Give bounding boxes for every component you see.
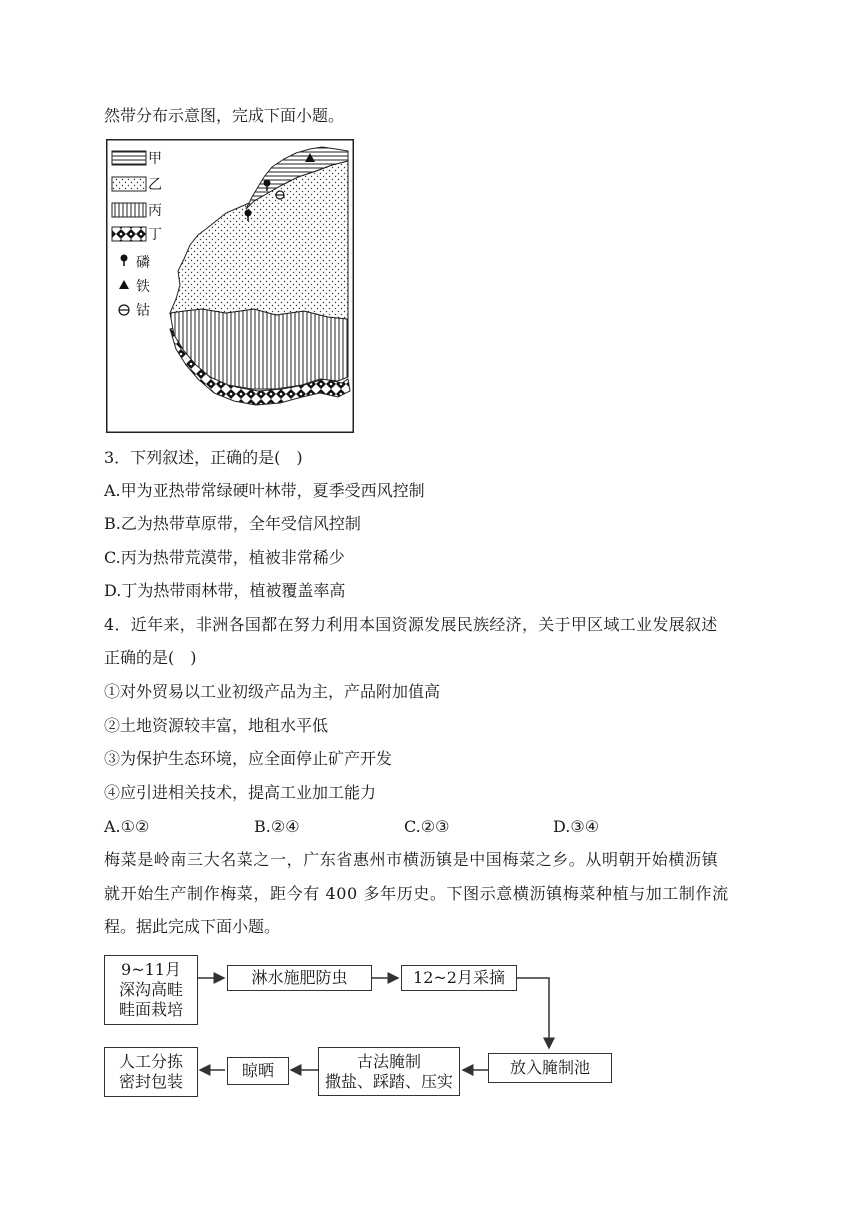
flow-step-sorting-line1: 人工分拣 bbox=[118, 1052, 183, 1071]
q3-option-a: A.甲为亚热带常绿硬叶林带，夏季受西风控制 bbox=[104, 481, 425, 500]
q4-option-d: D.③④ bbox=[553, 817, 600, 836]
passage-line-1: 梅菜是岭南三大名菜之一，广东省惠州市横沥镇是中国梅菜之乡。从明朝开始横沥镇 bbox=[104, 850, 719, 869]
passage-line-2: 就开始生产制作梅菜，距今有 400 多年历史。下图示意横沥镇梅菜种植与加工制作流 bbox=[104, 884, 729, 903]
q4-item-2: ②土地资源较丰富，地租水平低 bbox=[104, 716, 329, 735]
q4-item-3: ③为保护生态环境，应全面停止矿产开发 bbox=[104, 749, 393, 768]
flow-step-pickling-line2: 撒盐、踩踏、压实 bbox=[324, 1071, 453, 1091]
flow-step-sorting-line2: 密封包装 bbox=[118, 1072, 183, 1091]
q3-stem: 3．下列叙述，正确的是( ) bbox=[104, 448, 303, 467]
flow-step-pickling-pool: 放入腌制池 bbox=[488, 1053, 612, 1083]
q3-option-d: D.丁为热带雨林带，植被覆盖率高 bbox=[104, 581, 346, 600]
intro-text: 然带分布示意图，完成下面小题。 bbox=[104, 106, 345, 125]
q4-option-a: A.①② bbox=[104, 817, 150, 836]
cobalt-symbol bbox=[276, 191, 284, 199]
legend-label-yi: 乙 bbox=[148, 177, 162, 193]
legend-label-iron: 铁 bbox=[136, 279, 150, 295]
passage-line-3: 程。据此完成下面小题。 bbox=[104, 917, 281, 936]
flow-step-pickling-line1: 古法腌制 bbox=[356, 1051, 421, 1071]
flow-step-planting-line2: 深沟高畦 bbox=[118, 980, 183, 999]
flow-step-sorting-packing bbox=[104, 1047, 198, 1097]
flow-step-planting-line3: 畦面栽培 bbox=[118, 1000, 183, 1019]
legend-label-jia: 甲 bbox=[148, 151, 162, 167]
q4-item-1: ①对外贸易以工业初级产品为主，产品附加值高 bbox=[104, 682, 441, 701]
africa-natural-zone-map bbox=[106, 139, 354, 433]
q4-stem-line1: 4．近年来，非洲各国都在努力利用本国资源发展民族经济，关于甲区域工业发展叙述 bbox=[104, 615, 718, 634]
flow-step-care: 淋水施肥防虫 bbox=[227, 965, 372, 991]
flow-step-planting bbox=[104, 955, 198, 1025]
flow-step-planting-line1: 9~11月 bbox=[121, 960, 181, 979]
q4-stem-line2: 正确的是( ) bbox=[104, 648, 197, 667]
legend-label-phosphorus: 磷 bbox=[136, 255, 150, 271]
q4-option-b: B.②④ bbox=[254, 817, 300, 836]
legend-label-cobalt: 钴 bbox=[136, 303, 150, 319]
q3-option-b: B.乙为热带草原带，全年受信风控制 bbox=[104, 514, 361, 533]
flow-step-harvest: 12~2月采摘 bbox=[401, 965, 517, 991]
q4-item-4: ④应引进相关技术，提高工业加工能力 bbox=[104, 783, 377, 802]
flow-step-drying: 晾晒 bbox=[227, 1057, 289, 1085]
flow-step-traditional-pickling bbox=[318, 1047, 460, 1096]
legend-label-bing: 丙 bbox=[148, 203, 162, 219]
legend-label-ding: 丁 bbox=[148, 227, 162, 243]
q3-option-c: C.丙为热带荒漠带，植被非常稀少 bbox=[104, 548, 345, 567]
q4-option-c: C.②③ bbox=[404, 817, 450, 836]
